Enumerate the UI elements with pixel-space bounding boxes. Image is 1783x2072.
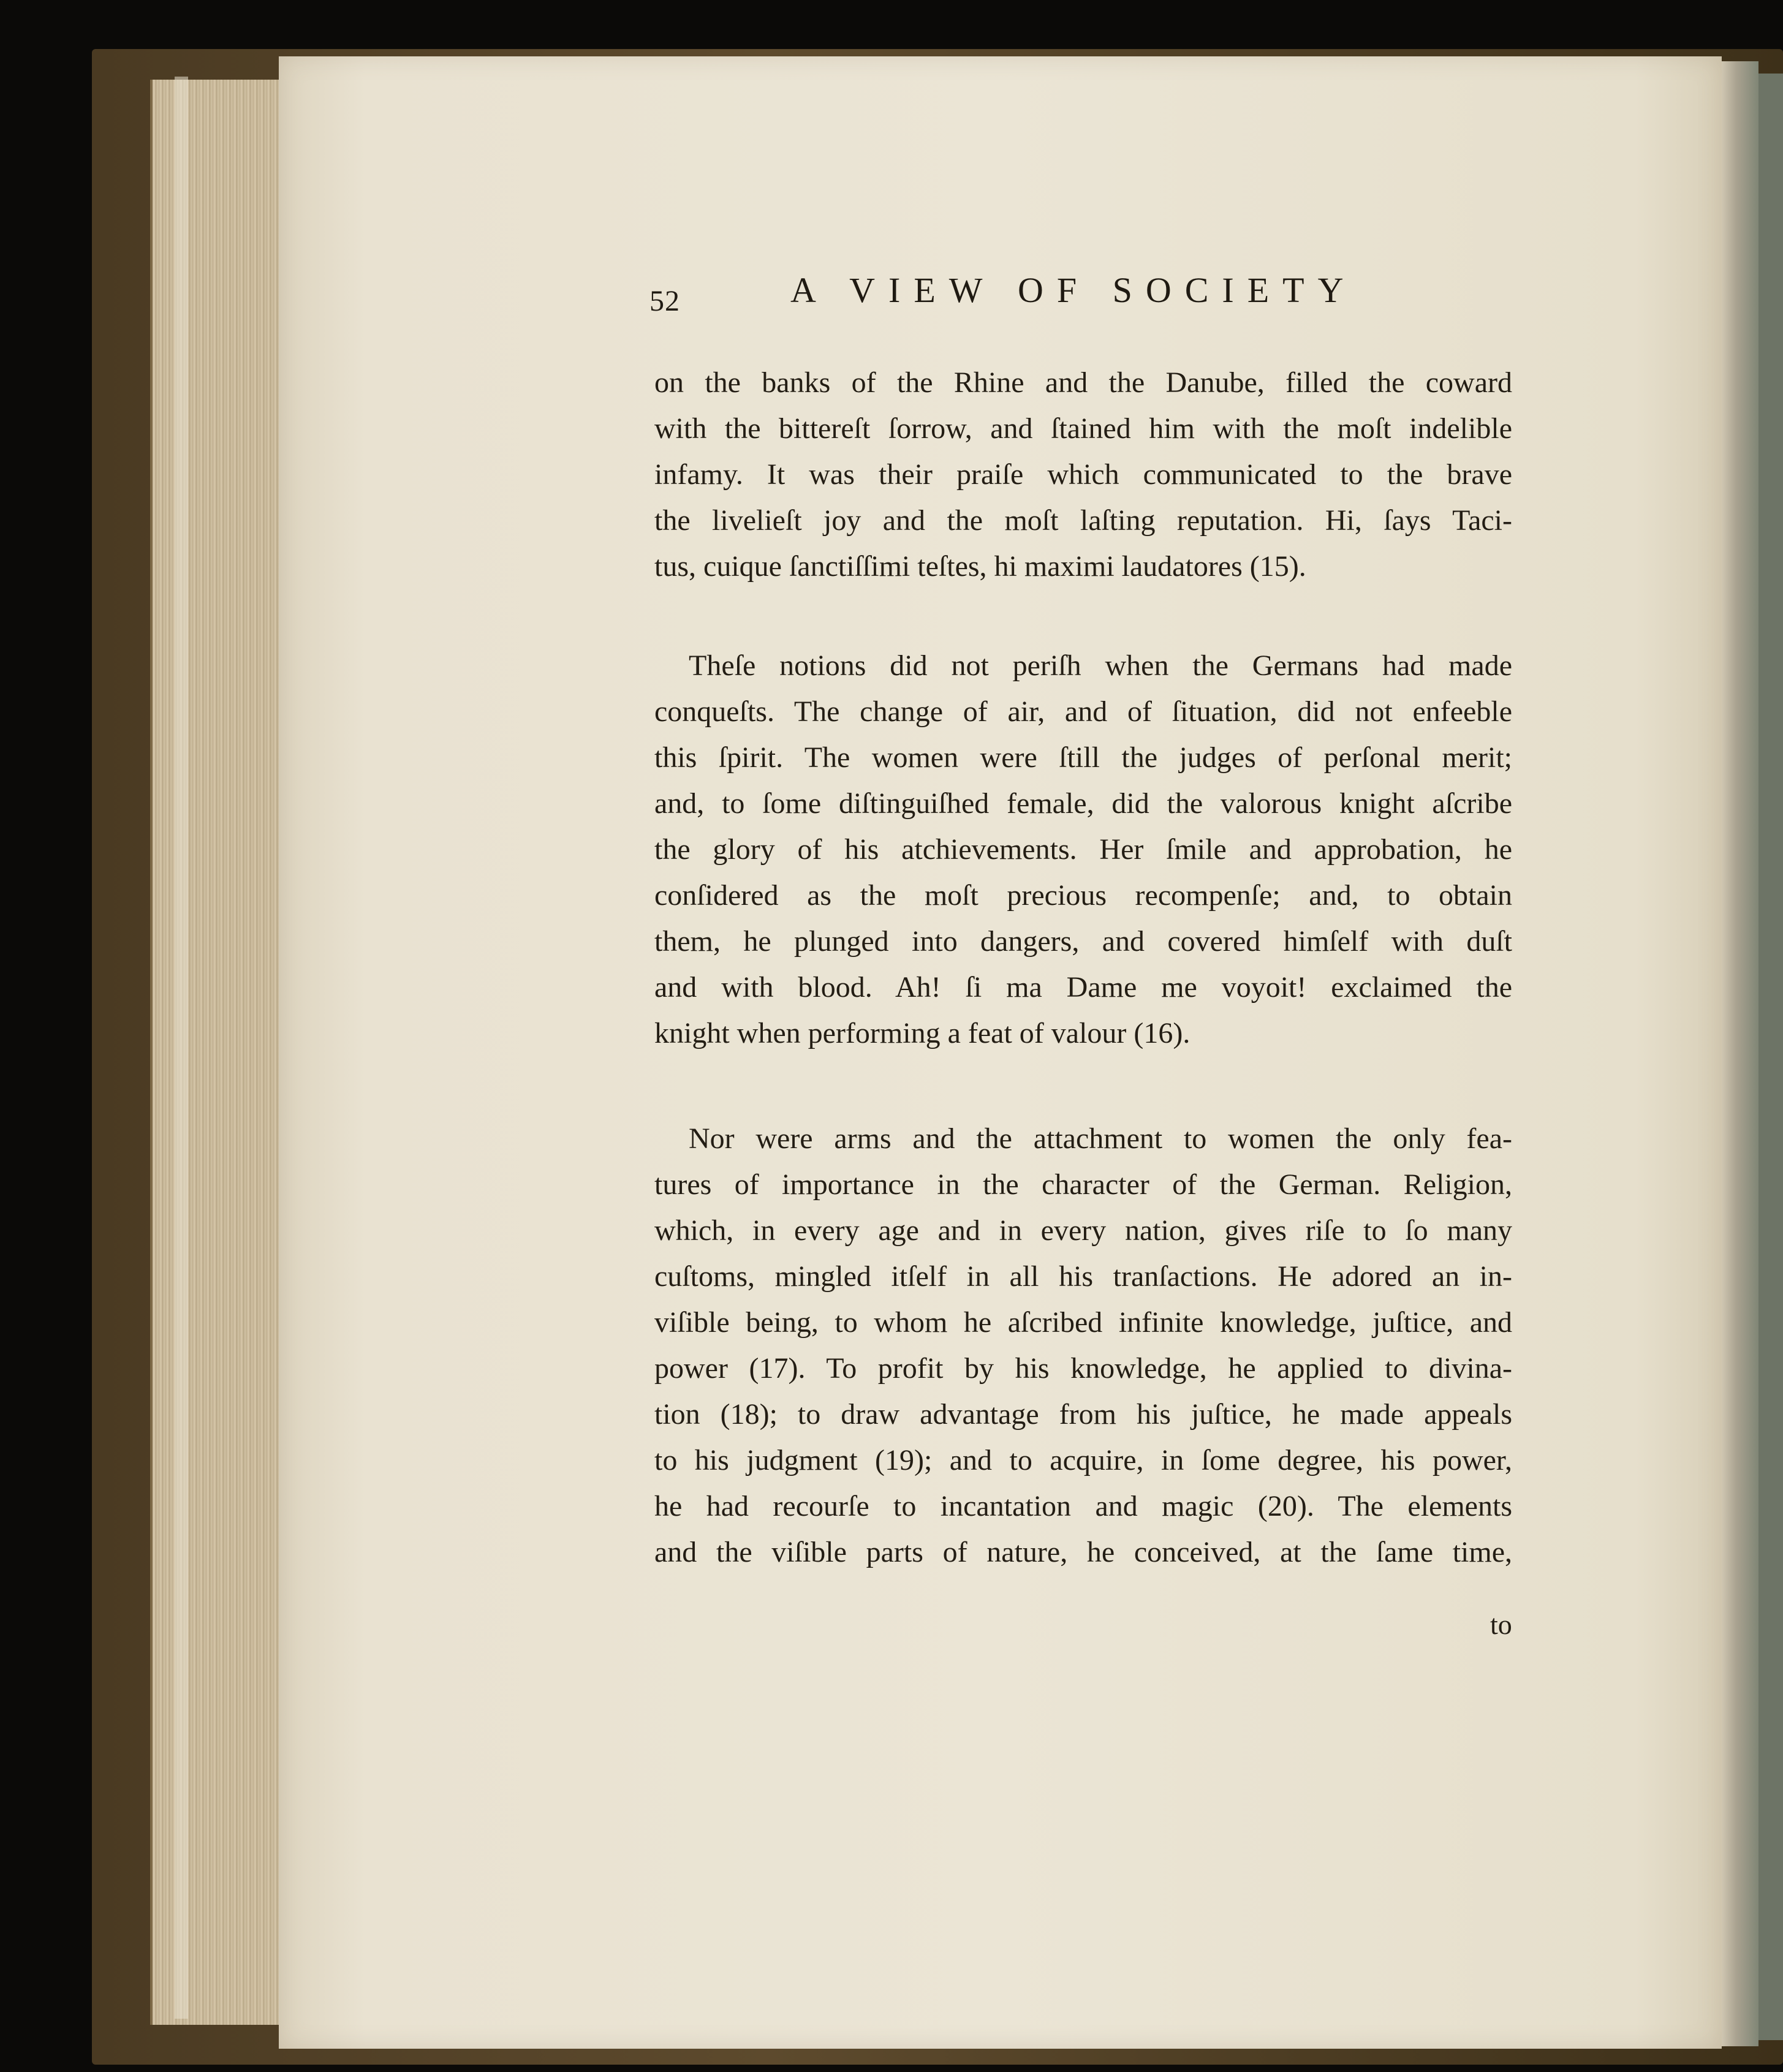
text-line: Theſe notions did not periſh when the Germans had made xyxy=(689,649,1512,682)
text-line: cuſtoms, mingled itſelf in all his tranſactions. He adored an in- xyxy=(654,1260,1512,1293)
text-line: this ſpirit. The women were ſtill the judges of perſonal merit; xyxy=(654,741,1512,774)
text-line: the livelieſt joy and the moſt laſting reputation. Hi, ſays Taci- xyxy=(654,504,1512,537)
page-edge-highlight xyxy=(175,77,188,2019)
text-line: conqueſts. The change of air, and of ſituation, did not enfeeble xyxy=(654,695,1512,728)
right-board-strip xyxy=(1758,74,1783,2040)
text-line: knight when performing a feat of valour (16). xyxy=(654,1017,1191,1049)
text-line: the glory of his atchievements. Her ſmile and approbation, he xyxy=(654,833,1512,866)
text-line: he had recourſe to incantation and magic (20). The elements xyxy=(654,1490,1512,1522)
text-line: power (17). To profit by his knowledge, he applied to divina- xyxy=(654,1352,1512,1385)
text-line: and with blood. Ah! ſi ma Dame me voyoit! exclaimed the xyxy=(654,971,1512,1004)
page-edges xyxy=(150,80,281,2025)
text-line: to his judgment (19); and to acquire, in ſome degree, his power, xyxy=(654,1444,1512,1476)
text-line: them, he plunged into dangers, and covered himſelf with duſt xyxy=(654,925,1512,958)
text-line: Nor were arms and the attachment to women the only fea- xyxy=(689,1122,1512,1155)
text-line: which, in every age and in every nation, gives riſe to ſo many xyxy=(654,1214,1512,1247)
facing-page-edge xyxy=(1722,61,1758,2046)
text-line: viſible being, to whom he aſcribed infinite knowledge, juſtice, and xyxy=(654,1306,1512,1339)
text-line: and the viſible parts of nature, he conceived, at the ſame time, xyxy=(654,1536,1512,1568)
text-line: conſidered as the moſt precious recompenſe; and, to obtain xyxy=(654,879,1512,912)
text-line: tion (18); to draw advantage from his juſtice, he made appeals xyxy=(654,1398,1512,1431)
running-head-title: A VIEW OF SOCIETY xyxy=(790,270,1357,310)
text-line: tus, cuique ſanctiſſimi teſtes, hi maximi laudatores (15). xyxy=(654,550,1306,583)
page-number: 52 xyxy=(649,285,680,317)
text-line: with the bittereſt ſorrow, and ſtained him with the moſt indelible xyxy=(654,412,1512,445)
text-line: tures of importance in the character of the German. Religion, xyxy=(654,1168,1512,1201)
catchword: to xyxy=(1490,1609,1512,1640)
text-line: on the banks of the Rhine and the Danube, filled the coward xyxy=(654,366,1512,399)
text-line: and, to ſome diſtinguiſhed female, did the valorous knight aſcribe xyxy=(654,787,1512,820)
running-head xyxy=(649,270,1385,325)
text-line: infamy. It was their praiſe which communicated to the brave xyxy=(654,458,1512,491)
